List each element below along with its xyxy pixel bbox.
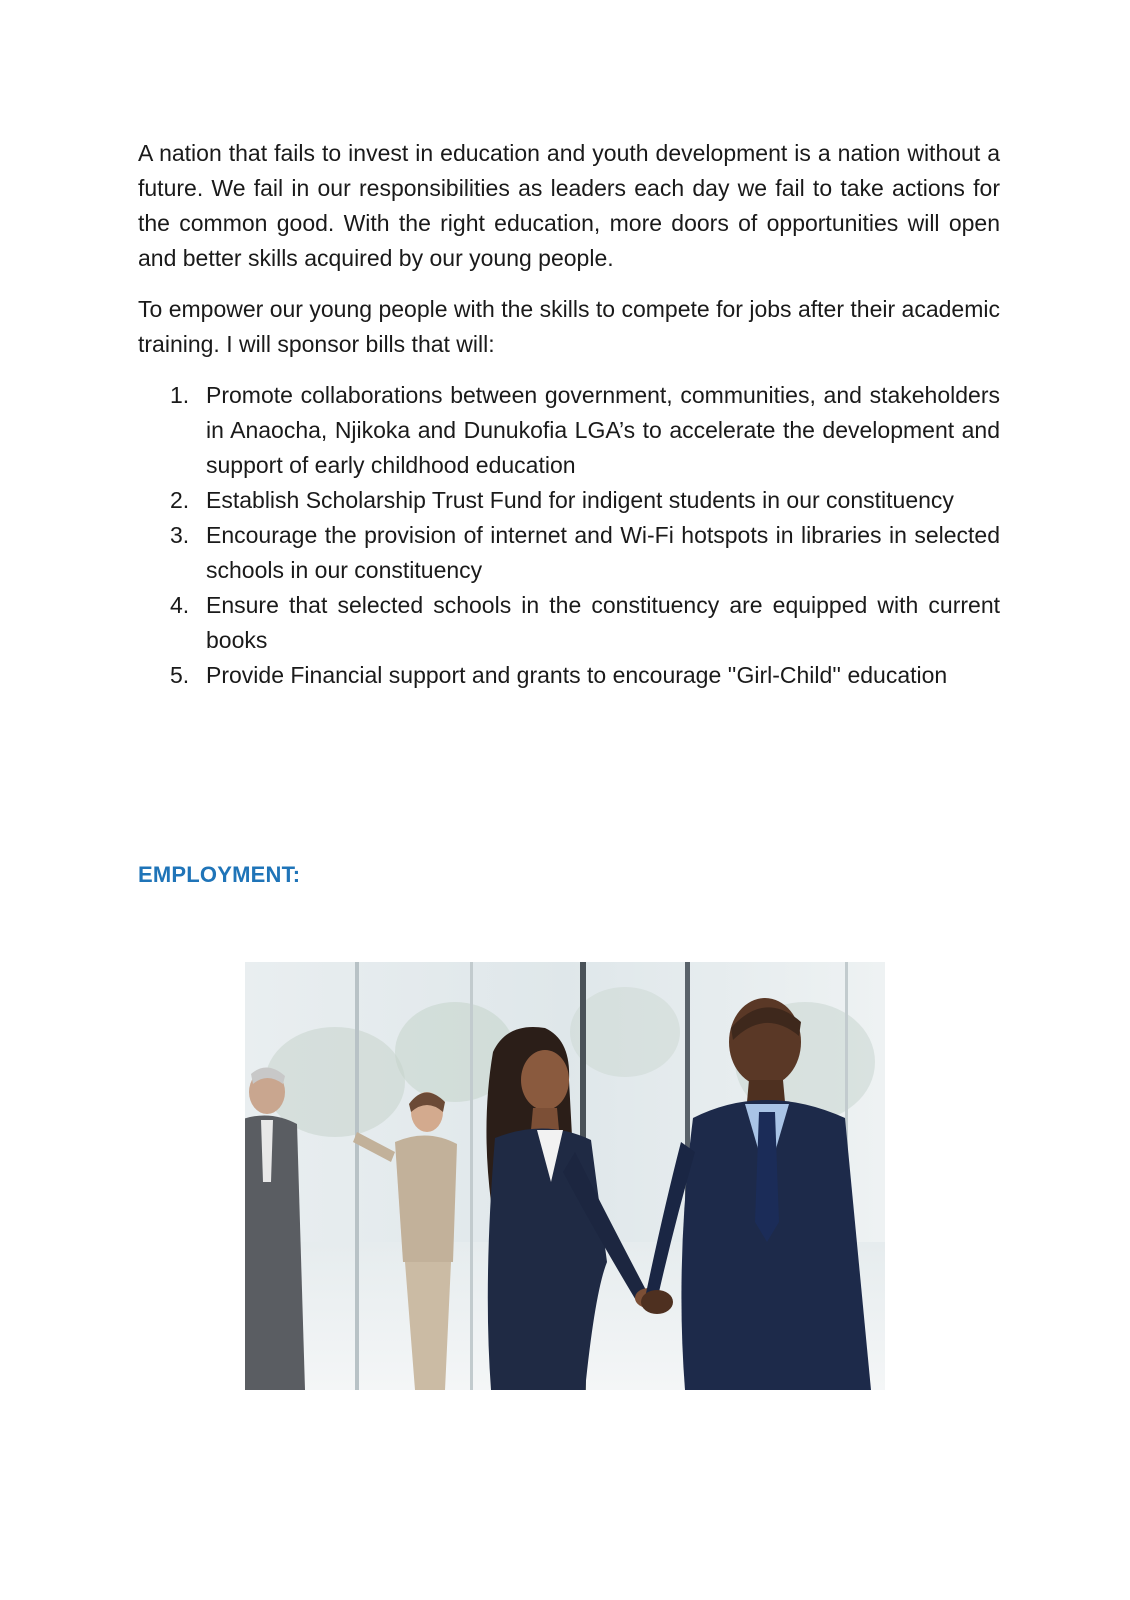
list-text: Ensure that selected schools in the constituency are equipped with current books — [206, 592, 1000, 653]
list-item — [138, 518, 1000, 588]
list-text: Promote collaborations between government, communities, and stakeholders in Anaocha, Njikoka and Dunukofia LGA’s to accelerate the development and support of early childhood education — [206, 382, 1000, 478]
list-item — [138, 658, 1000, 693]
list-text: Encourage the provision of internet and Wi-Fi hotspots in libraries in selected schools in our constituency — [206, 522, 1000, 583]
section-heading-employment: EMPLOYMENT: — [138, 862, 301, 887]
handshake-photo — [245, 962, 885, 1390]
list-item — [138, 378, 1000, 483]
list-item — [138, 483, 1000, 518]
list-number: 3. — [170, 522, 190, 548]
paragraph-empower: To empower our young people with the skills to compete for jobs after their academic training. I will sponsor bills that will: — [138, 296, 1000, 357]
document-body — [138, 136, 1000, 693]
bill-list — [138, 378, 1000, 693]
list-item — [138, 588, 1000, 658]
paragraph-intro: A nation that fails to invest in education and youth development is a nation without a future. We fail in our responsibilities as leaders each day we fail to take actions for the common good. With the right education, more doors of opportunities will open and better skills acquired by our young people. — [138, 140, 1000, 271]
list-number: 5. — [170, 662, 190, 688]
list-number: 4. — [170, 592, 190, 618]
list-text: Establish Scholarship Trust Fund for indigent students in our constituency — [206, 487, 954, 513]
list-number: 2. — [170, 487, 190, 513]
handshake-photo-illustration — [245, 962, 885, 1390]
list-number: 1. — [170, 382, 190, 408]
list-text: Provide Financial support and grants to encourage ''Girl-Child'' education — [206, 662, 948, 688]
